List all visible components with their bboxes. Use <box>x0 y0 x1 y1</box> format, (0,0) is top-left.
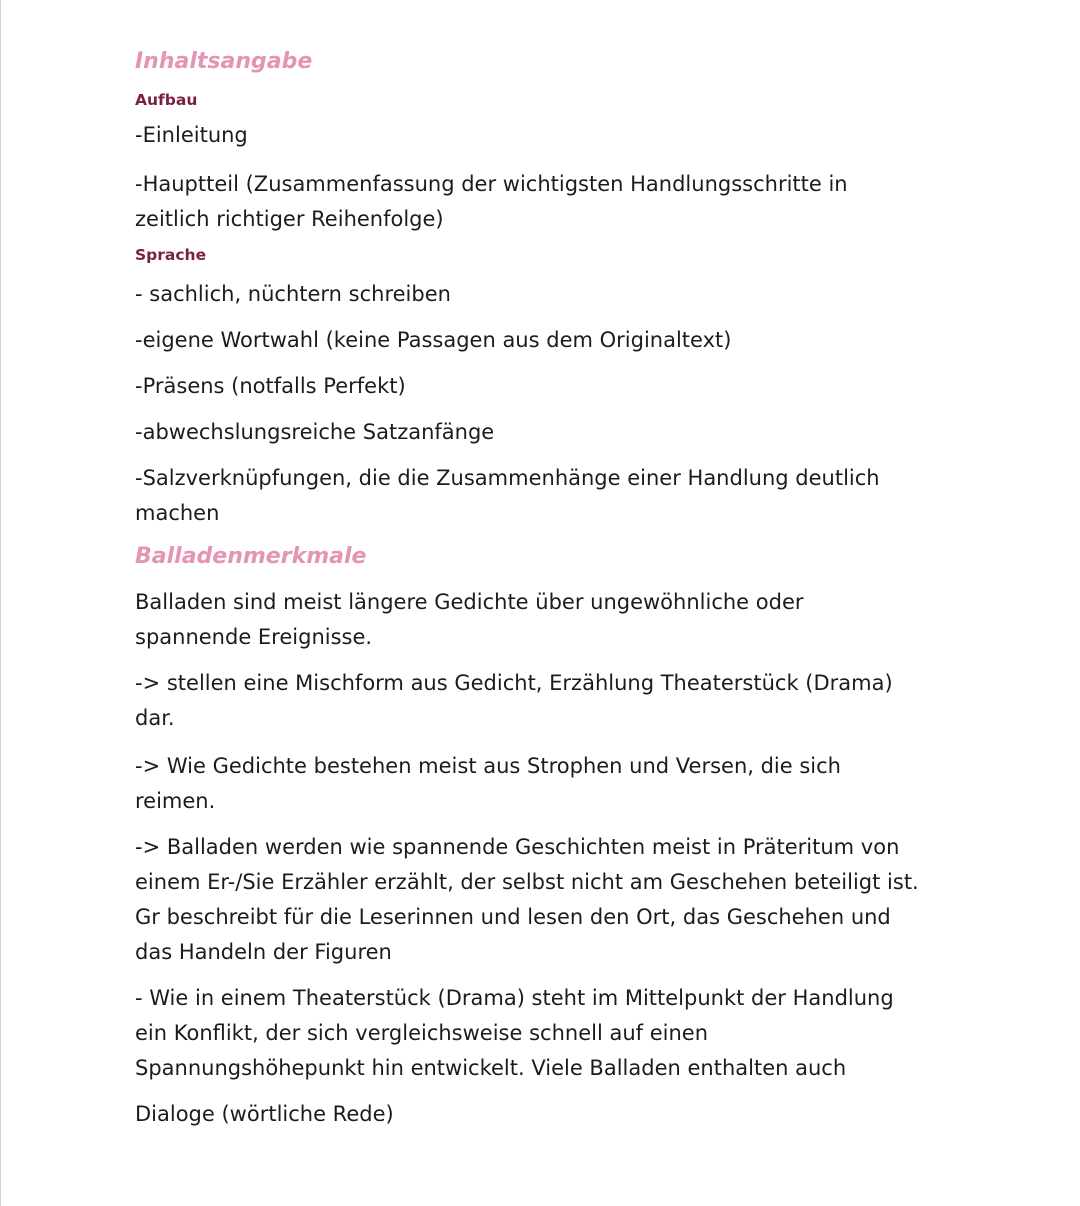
sprache-item-5-line-2: machen <box>135 501 220 525</box>
point-2-line-1: -> Wie Gedichte bestehen meist aus Strophen und Versen, die sich <box>135 754 841 778</box>
subheading-sprache: Sprache <box>135 246 207 264</box>
balladen-point-2 <box>135 749 955 819</box>
sprache-item-2: -eigene Wortwahl (keine Passagen aus dem Originaltext) <box>135 328 732 352</box>
heading-balladenmerkmale: Balladenmerkmale <box>135 544 367 569</box>
intro-line-2: spannende Ereignisse. <box>135 625 373 649</box>
balladen-point-5: Dialoge (wörtliche Rede) <box>135 1102 394 1126</box>
sprache-item-5 <box>135 461 955 531</box>
aufbau-item-hauptteil <box>135 167 955 237</box>
heading-inhaltsangabe: Inhaltsangabe <box>135 49 313 74</box>
hauptteil-line-2: zeitlich richtiger Reihenfolge) <box>135 207 444 231</box>
subheading-aufbau: Aufbau <box>135 91 198 109</box>
point-4-line-3: Spannungshöhepunkt hin entwickelt. Viele Balladen enthalten auch <box>135 1056 847 1080</box>
sprache-item-5-line-1: -Salzverknüpfungen, die die Zusammenhänge einer Handlung deutlich <box>135 466 880 490</box>
point-3-line-4: das Handeln der Figuren <box>135 940 392 964</box>
aufbau-item-einleitung: -Einleitung <box>135 123 248 147</box>
balladen-point-1 <box>135 666 955 736</box>
point-1-line-1: -> stellen eine Mischform aus Gedicht, Erzählung Theaterstück (Drama) <box>135 671 893 695</box>
balladen-point-3 <box>135 830 955 970</box>
sprache-item-1: - sachlich, nüchtern schreiben <box>135 282 451 306</box>
point-1-line-2: dar. <box>135 706 175 730</box>
intro-line-1: Balladen sind meist längere Gedichte über ungewöhnliche oder <box>135 590 804 614</box>
point-2-line-2: reimen. <box>135 789 216 813</box>
sprache-item-3: -Präsens (notfalls Perfekt) <box>135 374 406 398</box>
sprache-item-4: -abwechslungsreiche Satzanfänge <box>135 420 495 444</box>
point-3-line-1: -> Balladen werden wie spannende Geschichten meist in Präteritum von <box>135 835 900 859</box>
balladen-intro <box>135 585 955 655</box>
balladen-point-4 <box>135 981 955 1086</box>
point-3-line-3: Gr beschreibt für die Leserinnen und lesen den Ort, das Geschehen und <box>135 905 891 929</box>
point-3-line-2: einem Er-/Sie Erzähler erzählt, der selbst nicht am Geschehen beteiligt ist. <box>135 870 919 894</box>
document-content <box>135 46 955 1132</box>
point-4-line-1: - Wie in einem Theaterstück (Drama) steht im Mittelpunkt der Handlung <box>135 986 894 1010</box>
hauptteil-line-1: -Hauptteil (Zusammenfassung der wichtigsten Handlungsschritte in <box>135 172 848 196</box>
point-4-line-2: ein Konflikt, der sich vergleichsweise schnell auf einen <box>135 1021 708 1045</box>
